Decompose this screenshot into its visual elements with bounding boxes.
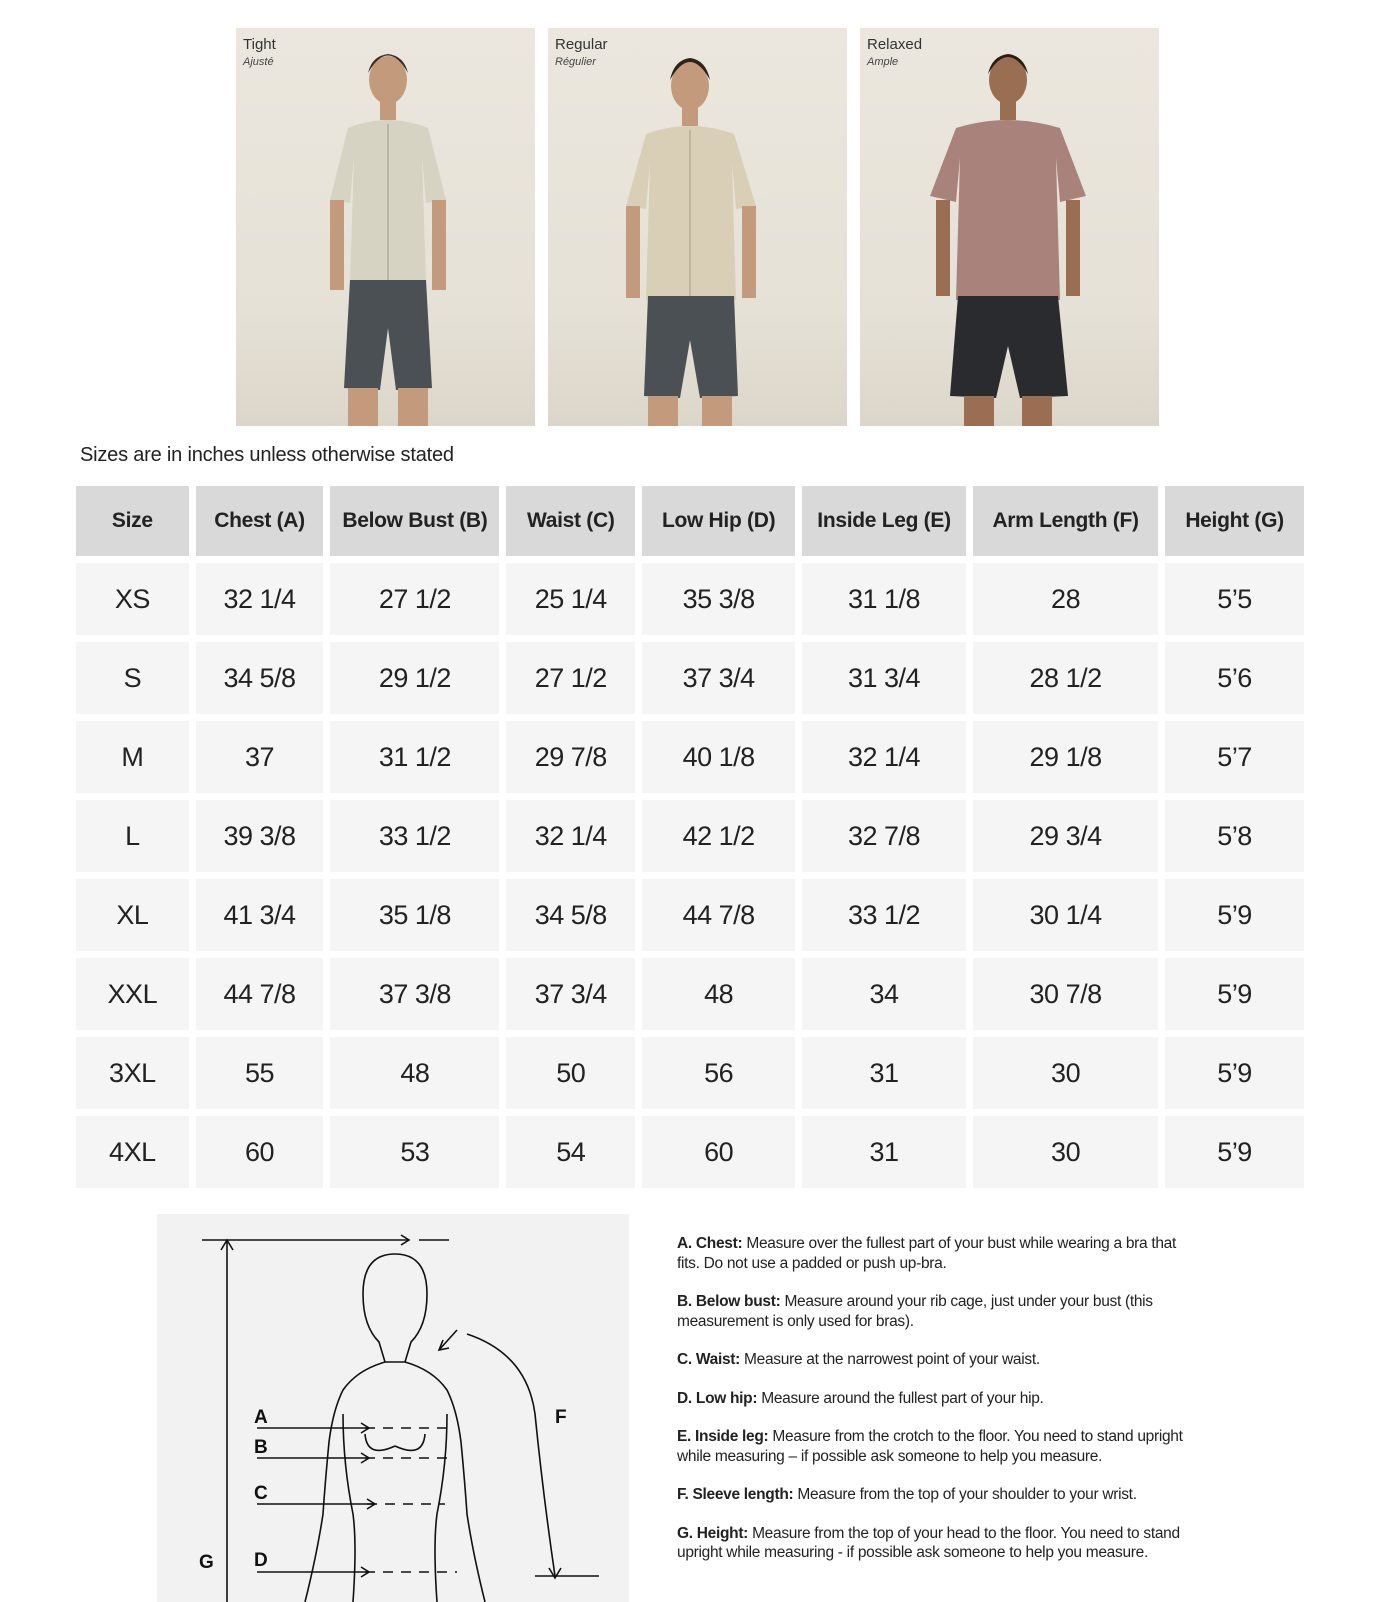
value-cell: 5’7 bbox=[1165, 721, 1304, 793]
value-cell: 60 bbox=[196, 1116, 324, 1188]
table-row bbox=[76, 721, 1304, 793]
value-cell: 40 1/8 bbox=[642, 721, 795, 793]
size-chart-table bbox=[69, 479, 1311, 1195]
definition-low-hip bbox=[677, 1389, 1197, 1409]
value-cell: 32 7/8 bbox=[802, 800, 966, 872]
value-cell: 34 5/8 bbox=[196, 642, 324, 714]
value-cell: 39 3/8 bbox=[196, 800, 324, 872]
fit-label: Relaxed bbox=[867, 36, 923, 53]
fit-sublabel: Régulier bbox=[555, 56, 596, 68]
value-cell: 32 1/4 bbox=[802, 721, 966, 793]
value-cell: 30 1/4 bbox=[973, 879, 1158, 951]
definition-below-bust bbox=[677, 1292, 1197, 1331]
value-cell: 28 bbox=[973, 563, 1158, 635]
definition-text: Measure over the fullest part of your bust while wearing a bra that fits. Do not use a padded or push up-bra. bbox=[677, 1235, 1176, 1272]
value-cell: 48 bbox=[330, 1037, 499, 1109]
header-inside-leg: Inside Leg (E) bbox=[802, 486, 966, 556]
table-row bbox=[76, 563, 1304, 635]
value-cell: 29 1/8 bbox=[973, 721, 1158, 793]
measurement-definitions bbox=[677, 1234, 1197, 1582]
value-cell: 5’9 bbox=[1165, 879, 1304, 951]
definition-sleeve-length bbox=[677, 1485, 1197, 1505]
value-cell: 56 bbox=[642, 1037, 795, 1109]
size-cell: 3XL bbox=[76, 1037, 189, 1109]
label-c: C bbox=[254, 1483, 268, 1504]
fit-label: Regular bbox=[555, 36, 608, 53]
value-cell: 35 1/8 bbox=[330, 879, 499, 951]
label-b: B bbox=[254, 1437, 268, 1458]
fit-photo-relaxed bbox=[860, 28, 1159, 426]
value-cell: 31 bbox=[802, 1037, 966, 1109]
size-cell: L bbox=[76, 800, 189, 872]
value-cell: 5’8 bbox=[1165, 800, 1304, 872]
definition-term: E. Inside leg: bbox=[677, 1428, 769, 1445]
value-cell: 27 1/2 bbox=[330, 563, 499, 635]
size-cell: 4XL bbox=[76, 1116, 189, 1188]
model-figure bbox=[860, 28, 1159, 426]
definition-term: G. Height: bbox=[677, 1524, 749, 1542]
label-f: F bbox=[555, 1407, 567, 1428]
size-cell: S bbox=[76, 642, 189, 714]
definition-inside-leg bbox=[677, 1427, 1197, 1466]
fit-label: Tight bbox=[243, 36, 276, 53]
value-cell: 25 1/4 bbox=[506, 563, 635, 635]
label-a: A bbox=[254, 1407, 268, 1428]
definition-text: Measure from the top of your head to the floor. You need to stand upright while measuring - if possible ask someone to help you measure. bbox=[677, 1524, 1180, 1561]
fit-photo-regular bbox=[548, 28, 847, 426]
value-cell: 31 1/2 bbox=[330, 721, 499, 793]
label-d: D bbox=[254, 1550, 268, 1571]
value-cell: 37 bbox=[196, 721, 324, 793]
fit-photos bbox=[236, 28, 1160, 426]
table-row bbox=[76, 1116, 1304, 1188]
value-cell: 54 bbox=[506, 1116, 635, 1188]
value-cell: 34 bbox=[802, 958, 966, 1030]
value-cell: 37 3/4 bbox=[506, 958, 635, 1030]
value-cell: 29 7/8 bbox=[506, 721, 635, 793]
definition-height bbox=[677, 1524, 1197, 1563]
definition-text: Measure around the fullest part of your hip. bbox=[757, 1389, 1044, 1407]
value-cell: 29 1/2 bbox=[330, 642, 499, 714]
value-cell: 33 1/2 bbox=[330, 800, 499, 872]
definition-text: Measure around your rib cage, just under your bust (this measurement is only used for bras). bbox=[677, 1293, 1153, 1330]
value-cell: 35 3/8 bbox=[642, 563, 795, 635]
header-waist: Waist (C) bbox=[506, 486, 635, 556]
value-cell: 55 bbox=[196, 1037, 324, 1109]
header-low-hip: Low Hip (D) bbox=[642, 486, 795, 556]
measurement-diagram bbox=[157, 1214, 629, 1602]
table-row bbox=[76, 958, 1304, 1030]
value-cell: 34 5/8 bbox=[506, 879, 635, 951]
value-cell: 5’9 bbox=[1165, 1116, 1304, 1188]
value-cell: 32 1/4 bbox=[196, 563, 324, 635]
definition-term: C. Waist: bbox=[677, 1351, 741, 1368]
value-cell: 5’9 bbox=[1165, 958, 1304, 1030]
definition-waist bbox=[677, 1350, 1197, 1370]
value-cell: 30 bbox=[973, 1116, 1158, 1188]
header-height: Height (G) bbox=[1165, 486, 1304, 556]
value-cell: 29 3/4 bbox=[973, 800, 1158, 872]
definition-term: D. Low hip: bbox=[677, 1389, 758, 1407]
size-cell: M bbox=[76, 721, 189, 793]
value-cell: 50 bbox=[506, 1037, 635, 1109]
value-cell: 5’9 bbox=[1165, 1037, 1304, 1109]
model-figure bbox=[236, 28, 535, 426]
definition-term: B. Below bust: bbox=[677, 1293, 781, 1310]
value-cell: 31 3/4 bbox=[802, 642, 966, 714]
value-cell: 28 1/2 bbox=[973, 642, 1158, 714]
value-cell: 44 7/8 bbox=[642, 879, 795, 951]
definition-text: Measure from the crotch to the floor. You need to stand upright while measuring – if possible ask someone to help you measure. bbox=[677, 1428, 1183, 1465]
size-cell: XL bbox=[76, 879, 189, 951]
model-figure bbox=[548, 28, 847, 426]
fit-sublabel: Ajusté bbox=[243, 56, 274, 68]
value-cell: 5’5 bbox=[1165, 563, 1304, 635]
value-cell: 32 1/4 bbox=[506, 800, 635, 872]
definition-text: Measure from the top of your shoulder to your wrist. bbox=[793, 1486, 1137, 1503]
body-outline-drawing bbox=[157, 1214, 629, 1602]
definition-term: F. Sleeve length: bbox=[677, 1486, 794, 1503]
value-cell: 31 bbox=[802, 1116, 966, 1188]
size-cell: XXL bbox=[76, 958, 189, 1030]
table-row bbox=[76, 800, 1304, 872]
definition-term: A. Chest: bbox=[677, 1235, 743, 1252]
header-below-bust: Below Bust (B) bbox=[330, 486, 499, 556]
fit-photo-tight bbox=[236, 28, 535, 426]
table-row bbox=[76, 642, 1304, 714]
value-cell: 27 1/2 bbox=[506, 642, 635, 714]
value-cell: 53 bbox=[330, 1116, 499, 1188]
value-cell: 31 1/8 bbox=[802, 563, 966, 635]
value-cell: 5’6 bbox=[1165, 642, 1304, 714]
units-note: Sizes are in inches unless otherwise stated bbox=[80, 444, 454, 466]
value-cell: 37 3/8 bbox=[330, 958, 499, 1030]
value-cell: 30 7/8 bbox=[973, 958, 1158, 1030]
definition-text: Measure at the narrowest point of your waist. bbox=[740, 1351, 1040, 1368]
value-cell: 33 1/2 bbox=[802, 879, 966, 951]
value-cell: 42 1/2 bbox=[642, 800, 795, 872]
fit-sublabel: Ample bbox=[867, 56, 899, 68]
table-header-row bbox=[76, 486, 1304, 556]
value-cell: 37 3/4 bbox=[642, 642, 795, 714]
value-cell: 41 3/4 bbox=[196, 879, 324, 951]
table-row bbox=[76, 1037, 1304, 1109]
label-g: G bbox=[199, 1552, 214, 1573]
value-cell: 30 bbox=[973, 1037, 1158, 1109]
value-cell: 44 7/8 bbox=[196, 958, 324, 1030]
header-chest: Chest (A) bbox=[196, 486, 324, 556]
header-size: Size bbox=[76, 486, 189, 556]
size-cell: XS bbox=[76, 563, 189, 635]
header-arm-length: Arm Length (F) bbox=[973, 486, 1158, 556]
definition-chest bbox=[677, 1234, 1197, 1273]
value-cell: 60 bbox=[642, 1116, 795, 1188]
value-cell: 48 bbox=[642, 958, 795, 1030]
table-row bbox=[76, 879, 1304, 951]
